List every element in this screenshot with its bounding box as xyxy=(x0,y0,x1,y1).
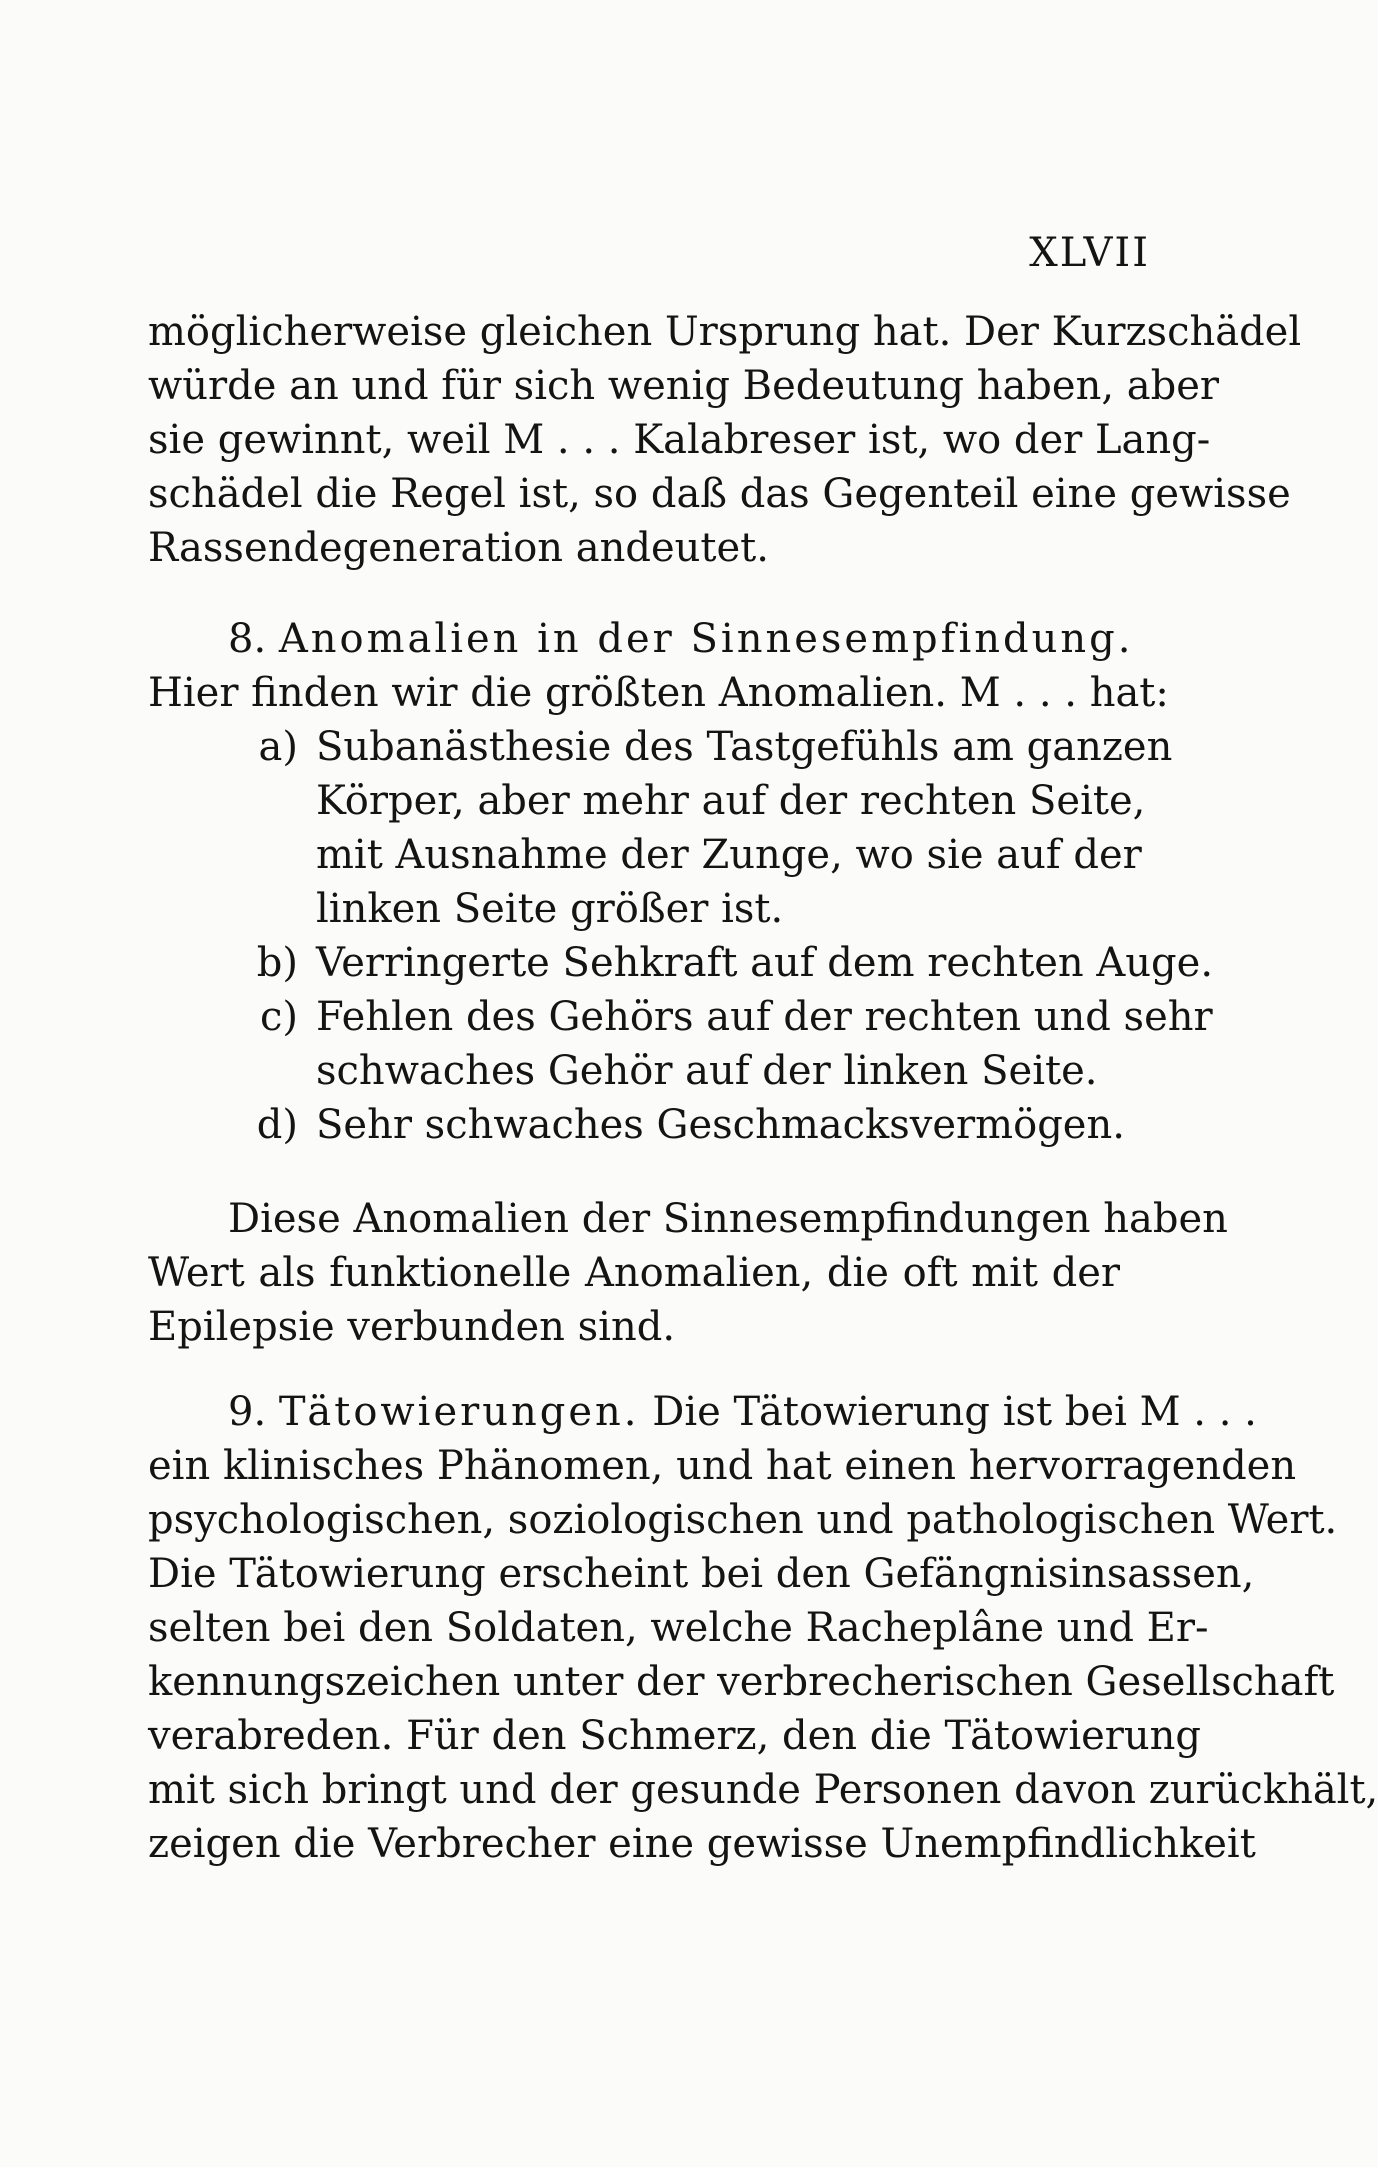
text-line: ein klinisches Phänomen, und hat einen hervorragenden xyxy=(148,1443,1297,1489)
section-number: 8. xyxy=(228,616,267,662)
list-marker: c) xyxy=(259,994,298,1040)
text-fragment: Die Tätowierung ist bei M . . . xyxy=(652,1389,1257,1435)
text-line: mit sich bringt und der gesunde Personen davon zurückhält, xyxy=(148,1767,1378,1813)
list-line: Körper, aber mehr auf der rechten Seite, xyxy=(316,778,1146,824)
list-marker: b) xyxy=(256,940,298,986)
text-line: möglicherweise gleichen Ursprung hat. Der Kurzschädel xyxy=(148,309,1302,355)
section-heading: Anomalien in der Sinnesempfindung. xyxy=(278,616,1134,662)
text-line: Die Tätowierung erscheint bei den Gefängnisinsassen, xyxy=(148,1551,1255,1597)
text-line: sie gewinnt, weil M . . . Kalabreser ist, wo der Lang- xyxy=(148,417,1211,463)
list-marker: d) xyxy=(256,1102,298,1148)
list-line: schwaches Gehör auf der linken Seite. xyxy=(316,1048,1098,1094)
paragraph-continuation xyxy=(148,305,1302,575)
text-line: zeigen die Verbrecher eine gewisse Unempfindlichkeit xyxy=(148,1821,1256,1867)
list-item xyxy=(148,1098,1125,1152)
anomaly-list xyxy=(148,720,1214,1152)
list-item xyxy=(148,990,1213,1098)
text-line: Wert als funktionelle Anomalien, die oft mit der xyxy=(148,1250,1120,1296)
text-line: würde an und für sich wenig Bedeutung haben, aber xyxy=(148,363,1220,409)
text-line: Diese Anomalien der Sinnesempfindungen haben xyxy=(228,1196,1228,1242)
list-line: Verringerte Sehkraft auf dem rechten Auge. xyxy=(316,940,1214,986)
section-heading-line xyxy=(148,1385,1257,1439)
list-line: Fehlen des Gehörs auf der rechten und sehr xyxy=(316,994,1213,1040)
list-line: linken Seite größer ist. xyxy=(316,886,784,932)
text-line: Rassendegeneration andeutet. xyxy=(148,525,769,571)
section-8 xyxy=(148,612,1169,720)
section-number: 9. xyxy=(228,1389,267,1435)
list-line: Subanästhesie des Tastgefühls am ganzen xyxy=(316,724,1173,770)
text-line: selten bei den Soldaten, welche Racheplâne und Er- xyxy=(148,1605,1209,1651)
text-line: Epilepsie verbunden sind. xyxy=(148,1304,676,1350)
paragraph xyxy=(148,1192,1228,1354)
list-item xyxy=(148,936,1214,990)
list-line: Sehr schwaches Geschmacksvermögen. xyxy=(316,1102,1125,1148)
text-line: kennungszeichen unter der verbrecherischen Gesellschaft xyxy=(148,1659,1335,1705)
list-line: mit Ausnahme der Zunge, wo sie auf der xyxy=(316,832,1142,878)
text-line: psychologischen, soziologischen und pathologischen Wert. xyxy=(148,1497,1338,1543)
text-line: schädel die Regel ist, so daß das Gegenteil eine gewisse xyxy=(148,471,1291,517)
section-heading: Tätowierungen. xyxy=(278,1389,640,1435)
text-line: verabreden. Für den Schmerz, den die Tätowierung xyxy=(148,1713,1202,1759)
section-heading-line xyxy=(148,612,1134,666)
text-line: Hier finden wir die größten Anomalien. M . . . hat: xyxy=(148,670,1169,716)
section-9 xyxy=(148,1385,1378,1871)
list-item xyxy=(148,720,1173,936)
page-number: XLVII xyxy=(1029,230,1150,276)
list-marker: a) xyxy=(258,724,298,770)
